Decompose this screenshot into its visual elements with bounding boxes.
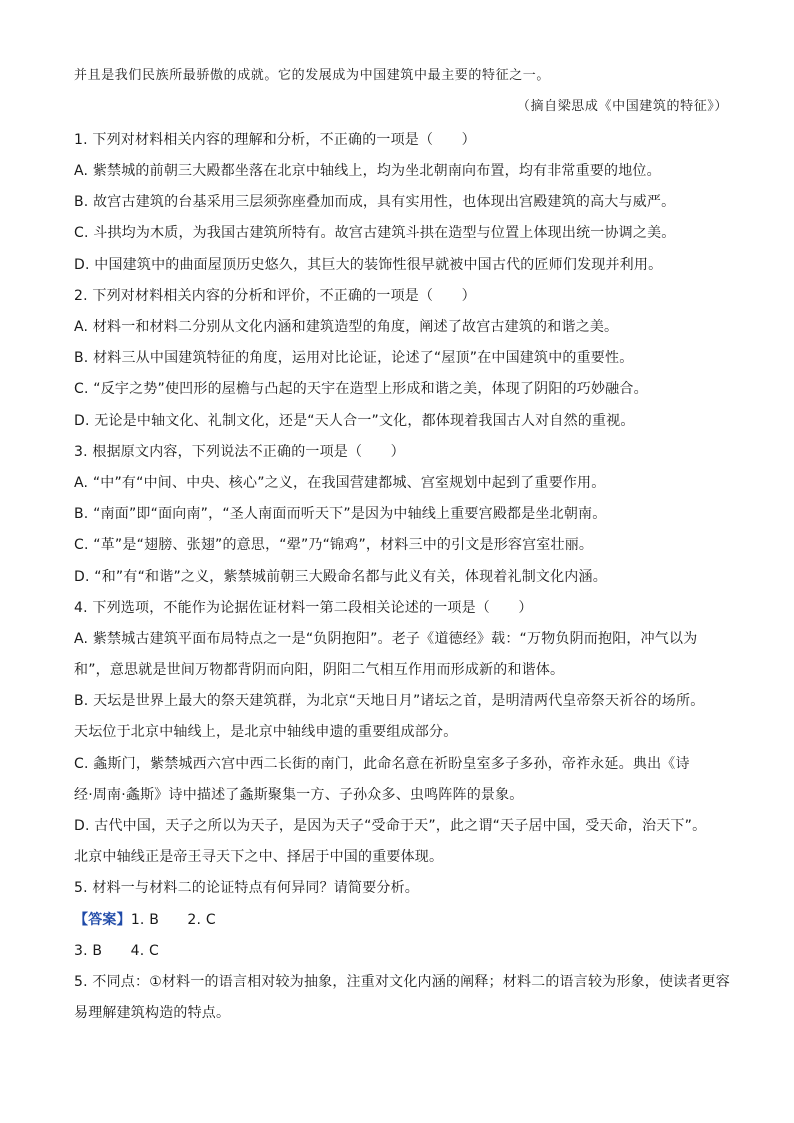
question-2-stem: 2. 下列对材料相关内容的分析和评价，不正确的一项是（ ） bbox=[74, 288, 476, 304]
question-2-option-a: A. 材料一和材料二分别从文化内涵和建筑造型的角度，阐述了故宫古建筑的和谐之美。 bbox=[74, 319, 619, 335]
passage-closing-line: 并且是我们民族所最骄傲的成就。它的发展成为中国建筑中最主要的特征之一。 bbox=[74, 68, 551, 83]
question-3-option-b: B. “南面”即“面向南”，“圣人南面而听天下”是因为中轴线上重要宫殿都是坐北朝南。 bbox=[74, 506, 607, 522]
question-2-option-b: B. 材料三从中国建筑特征的角度，运用对比论证，论述了“屋顶”在中国建筑中的重要性。 bbox=[74, 350, 634, 366]
answer-line-2: 3. B 4. C bbox=[74, 943, 159, 959]
question-4-option-b: B. 天坛是世界上最大的祭天建筑群，为北京“天地日月”诸坛之首，是明清两代皇帝祭天祈谷的场所。 bbox=[74, 693, 705, 709]
question-5-stem: 5. 材料一与材料二的论证特点有何异同？请简要分析。 bbox=[74, 880, 420, 896]
question-3-option-a: A. “中”有“中间、中央、核心”之义，在我国营建都城、宫室规划中起到了重要作用。 bbox=[74, 475, 606, 491]
question-3-option-c: C. “革”是“翅膀、张翅”的意思，“翚”乃“锦鸡”，材料三中的引文是形容宫室壮丽。 bbox=[74, 537, 594, 553]
question-4-option-a: A. 紫禁城古建筑平面布局特点之一是“负阴抱阳”。老子《道德经》载：“万物负阴而抱阳，冲气以为 bbox=[74, 631, 698, 647]
question-4-option-b-cont: 天坛位于北京中轴线上，是北京中轴线申遗的重要组成部分。 bbox=[74, 724, 458, 740]
answer-line-1 bbox=[74, 910, 734, 930]
answer-5-line-1: 5. 不同点：①材料一的语言相对较为抽象，注重对文化内涵的阐释；材料二的语言较为形象，使读者更容 bbox=[74, 974, 730, 990]
question-3-stem: 3. 根据原文内容，下列说法不正确的一项是（ ） bbox=[74, 444, 405, 460]
question-4-option-c-cont: 经·周南·螽斯》诗中描述了螽斯聚集一方、子孙众多、虫鸣阵阵的景象。 bbox=[74, 787, 524, 803]
answer-values-1: 1. B 2. C bbox=[130, 912, 216, 928]
question-1-option-a: A. 紫禁城的前朝三大殿都坐落在北京中轴线上，均为坐北朝南向布置，均有非常重要的地位。 bbox=[74, 163, 661, 179]
question-4-option-d: D. 古代中国，天子之所以为天子，是因为天子“受命于天”，此之谓“天子居中国，受天命，治天下”。 bbox=[74, 818, 707, 834]
question-1-option-d: D. 中国建筑中的曲面屋顶历史悠久，其巨大的装饰性很早就被中国古代的匠师们发现并利用。 bbox=[74, 257, 663, 273]
answer-tag: 【答案】 bbox=[74, 912, 131, 928]
question-4-option-c: C. 螽斯门，紫禁城西六宫中西二长街的南门，此命名意在祈盼皇室多子多孙，帝祚永延。典出《诗 bbox=[74, 756, 690, 772]
question-3-option-d: D. “和”有“和谐”之义，紫禁城前朝三大殿命名都与此义有关，体现着礼制文化内涵。 bbox=[74, 569, 607, 585]
question-4-option-d-cont: 北京中轴线正是帝王寻天下之中、择居于中国的重要体现。 bbox=[74, 849, 444, 865]
answer-5-line-2: 易理解建筑构造的特点。 bbox=[74, 1005, 231, 1021]
question-2-option-d: D. 无论是中轴文化、礼制文化，还是“天人合一”文化，都体现着我国古人对自然的重视。 bbox=[74, 413, 635, 429]
question-4-stem: 4. 下列选项，不能作为论据佐证材料一第二段相关论述的一项是（ ） bbox=[74, 600, 533, 616]
source-citation: （摘自梁思成《中国建筑的特征》） bbox=[516, 99, 728, 114]
question-2-option-c: C. “反宇之势”使凹形的屋檐与凸起的天宇在造型上形成和谐之美，体现了阴阳的巧妙融合。 bbox=[74, 381, 648, 397]
question-1-option-c: C. 斗拱均为木质，为我国古建筑所特有。故宫古建筑斗拱在造型与位置上体现出统一协调之美。 bbox=[74, 225, 676, 241]
question-1-stem: 1. 下列对材料相关内容的理解和分析，不正确的一项是（ ） bbox=[74, 132, 476, 148]
question-4-option-a-cont: 和”，意思就是世间万物都背阴而向阳，阴阳二气相互作用而形成新的和谐体。 bbox=[74, 662, 565, 678]
question-1-option-b: B. 故宫古建筑的台基采用三层须弥座叠加而成，具有实用性，也体现出宫殿建筑的高大与威严。 bbox=[74, 194, 676, 210]
